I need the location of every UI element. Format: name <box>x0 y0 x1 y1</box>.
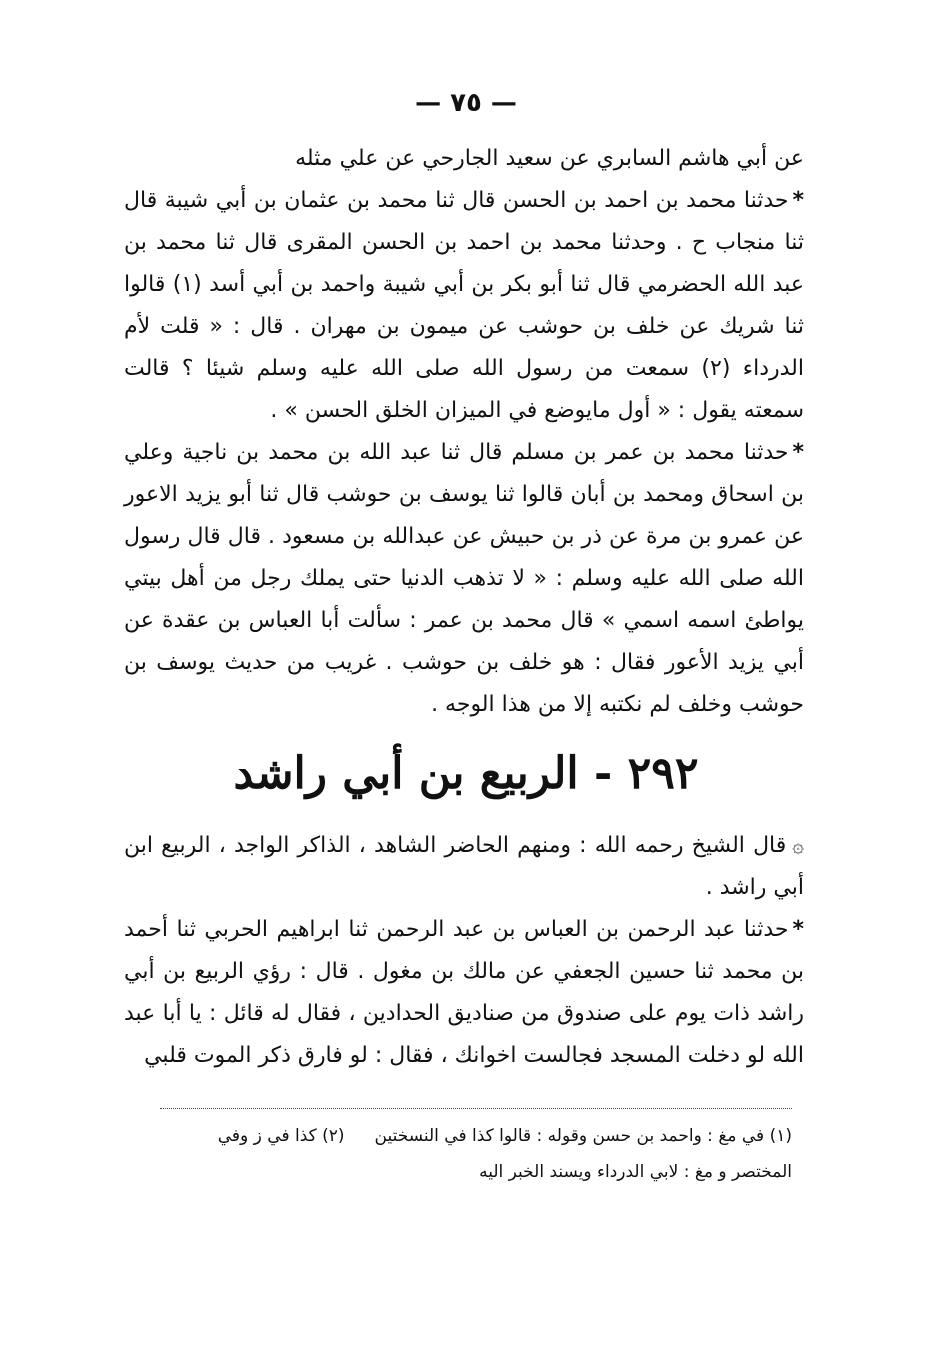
page-number: — ٧٥ — <box>415 88 517 118</box>
star-marker-icon: * <box>792 917 804 942</box>
star-marker-icon: * <box>792 188 804 213</box>
paragraph-intro <box>124 824 804 909</box>
footnote-1: (١) في مغ : واحمد بن حسن وقوله : قالوا كذا في النسختين <box>374 1126 792 1146</box>
paragraph-hadith-1-text: حدثنا محمد بن احمد بن الحسن قال ثنا محمد بن عثمان بن أبي شيبة قال ثنا منجاب ح . وحدثنا محمد بن احمد بن الحسن المقرى قال ثنا محمد بن عبد الله الحضرمي قال ثنا أبو بكر بن أبي شيبة واحمد بن أبي أسد (١) قالوا ثنا شريك عن خلف بن حوشب عن ميمون بن مهران . قال : « قلت لأم الدرداء (٢) سمعت من رسول الله صلى الله عليه وسلم شيئا ؟ قالت سمعته يقول : « أول مايوضع في الميزان الخلق الحسن » . <box>124 188 804 423</box>
text-block-bottom <box>124 824 804 1077</box>
paragraph-hadith-3-text: حدثنا عبد الرحمن بن العباس بن عبد الرحمن ثنا ابراهيم الحربي ثنا أحمد بن محمد ثنا حسين الجعفي عن مالك بن مغول . قال : رؤي الربيع بن أبي راشد ذات يوم على صندوق من صناديق الحدادين ، فقال له قائل : يا أبا عبد الله لو دخلت المسجد فجالست اخوانك ، فقال : لو فارق ذكر الموت قلبي <box>124 917 804 1068</box>
paragraph-continuation: عن أبي هاشم السابري عن سعيد الجارحي عن علي مثله <box>295 146 804 171</box>
text-block-top <box>124 138 804 726</box>
footnote-2-start: (٢) كذا في ز وفي <box>217 1126 345 1146</box>
footnote-row-2: المختصر و مغ : لابي الدرداء ويسند الخبر اليه <box>479 1162 792 1182</box>
star-marker-icon: * <box>792 440 804 465</box>
paragraph-hadith-2-text: حدثنا محمد بن عمر بن مسلم قال ثنا عبد الله بن محمد بن ناجية وعلي بن اسحاق ومحمد بن أبان قالوا ثنا يوسف بن حوشب قال ثنا أبو يزيد الاعور عن عمرو بن مرة عن ذر بن حبيش عن عبدالله بن مسعود . قال قال رسول الله صلى الله عليه وسلم : « لا تذهب الدنيا حتى يملك رجل من أهل بيتي يواطئ اسمه اسمي » قال محمد بن عمر : سألت أبا العباس بن عقدة عن أبي يزيد الأعور فقال : هو خلف بن حوشب . غريب من حديث يوسف بن حوشب وخلف لم نكتبه إلا من هذا الوجه . <box>124 440 804 717</box>
footnotes <box>132 1118 792 1190</box>
section-heading: ٢٩٢ - الربيع بن أبي راشد <box>233 748 699 799</box>
paragraph-hadith-3 <box>124 909 804 1077</box>
paragraph-hadith-1 <box>124 180 804 432</box>
flower-ornament-icon: ۞ <box>792 833 804 857</box>
paragraph-intro-text: قال الشيخ رحمه الله : ومنهم الحاضر الشاهد ، الذاكر الواجد ، الربيع ابن أبي راشد . <box>124 833 804 900</box>
paragraph-hadith-2 <box>124 432 804 726</box>
footnote-row-1 <box>132 1118 792 1154</box>
footnote-divider <box>160 1108 792 1109</box>
